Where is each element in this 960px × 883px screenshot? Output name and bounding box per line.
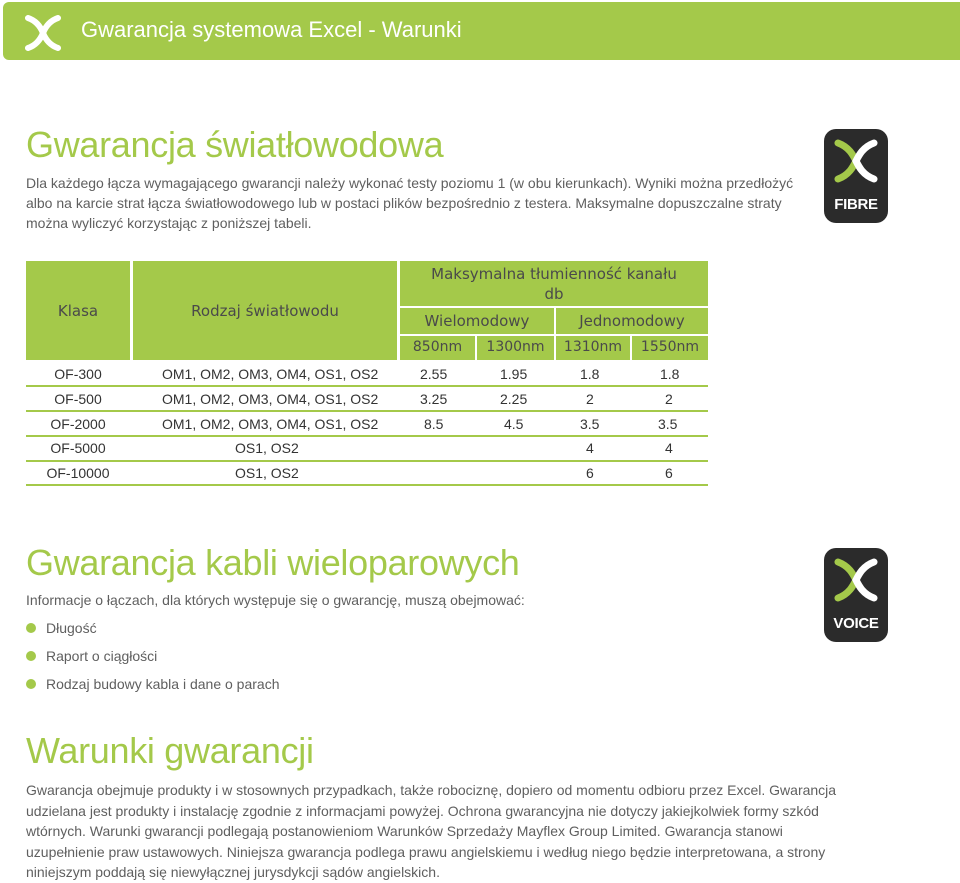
paragraph-line: Gwarancja obejmuje produkty i w stosownych przypadkach, także robociznę, dopiero od momentu odbioru przez Excel. Gwarancja <box>26 782 837 798</box>
cell-1300: 1.95 <box>500 366 528 382</box>
excel-x-badge-icon <box>834 139 878 183</box>
voice-badge <box>824 548 888 642</box>
list-item-label: Raport o ciągłości <box>46 648 158 664</box>
header-title: Gwarancja systemowa Excel - Warunki <box>81 17 462 42</box>
cell-1300: 4.5 <box>504 416 524 432</box>
fibre-section-title: Gwarancja światłowodowa <box>26 124 444 165</box>
cell-klasa: OF-10000 <box>46 465 110 481</box>
paragraph-line: Dla każdego łącza wymagającego gwarancji należy wykonać testy poziomu 1 (w obu kierunkach). Wyniki można przedłożyć <box>26 175 794 191</box>
terms-paragraph <box>26 780 936 883</box>
column-header-rodzaj: Rodzaj światłowodu <box>191 302 339 320</box>
fibre-badge-label: FIBRE <box>834 196 878 213</box>
column-header-max-unit: db <box>544 285 564 303</box>
cell-rodzaj: OM1, OM2, OM3, OM4, OS1, OS2 <box>162 366 379 382</box>
list-item-label: Rodzaj budowy kabla i dane o parach <box>46 676 280 692</box>
cell-1310: 2 <box>586 391 594 407</box>
column-header-1300nm: 1300nm <box>486 339 545 355</box>
paragraph-line: wtórnych. Warunki gwarancji podlegają postanowieniom Warunków Sprzedaży Mayflex Group Limited. Gwarancja stanowi <box>26 823 783 839</box>
cell-1550: 1.8 <box>660 366 680 382</box>
cell-1300: 2.25 <box>500 391 528 407</box>
cell-1550: 2 <box>665 391 673 407</box>
paragraph-line: udzielana jest produkty i instalację zgodnie z informacjami powyżej. Ochrona gwarancyjna nie dotyczy jakiejkolwiek formy szkód <box>26 802 819 819</box>
paragraph-line: uzupełnienie praw ustawowych. Niniejsza gwarancja podlega prawu angielskiemu i według niego będzie interpretowana, a strony <box>26 843 826 860</box>
list-item <box>26 670 280 698</box>
bullet-dot-icon <box>26 623 36 633</box>
voice-badge-label: VOICE <box>833 615 879 632</box>
row-divider <box>26 435 708 437</box>
cell-850: 8.5 <box>424 416 444 432</box>
column-header-klasa: Klasa <box>57 302 99 320</box>
row-divider <box>26 460 708 462</box>
cell-klasa: OF-500 <box>54 391 102 407</box>
bullet-dot-icon <box>26 679 36 689</box>
bullet-dot-icon <box>26 651 36 661</box>
row-divider <box>26 410 708 412</box>
cell-850: 3.25 <box>420 391 448 407</box>
cell-klasa: OF-5000 <box>50 440 106 456</box>
cell-rodzaj: OM1, OM2, OM3, OM4, OS1, OS2 <box>162 416 379 432</box>
cell-1310: 4 <box>586 440 594 456</box>
requirements-list <box>26 614 280 698</box>
column-header-max-title: Maksymalna tłumienność kanału <box>431 265 677 283</box>
cable-section-title: Gwarancja kabli wieloparowych <box>26 542 520 583</box>
list-item-label: Długość <box>46 620 97 636</box>
paragraph-line: można wyliczyć korzystając z poniższej tabeli. <box>26 215 312 231</box>
paragraph-line: albo na karcie strat łącza światłowodowego lub w postaci plików bezpośrednio z testera. Maksymalne dopuszczalne straty <box>26 195 782 211</box>
cell-850: 2.55 <box>420 366 448 382</box>
cell-rodzaj: OS1, OS2 <box>235 465 299 481</box>
list-item <box>26 642 280 670</box>
cell-klasa: OF-300 <box>54 366 102 382</box>
fibre-paragraph <box>26 173 816 233</box>
cell-1550: 6 <box>665 465 673 481</box>
column-header-singlemode: Jednomodowy <box>579 312 685 330</box>
fibre-badge <box>824 129 888 223</box>
row-divider <box>26 484 708 486</box>
cell-klasa: OF-2000 <box>50 416 106 432</box>
cable-intro: Informacje o łączach, dla których występuje się o gwarancję, muszą obejmować: <box>26 592 525 608</box>
list-item <box>26 614 280 642</box>
cell-1310: 6 <box>586 465 594 481</box>
column-header-1310nm: 1310nm <box>563 339 623 355</box>
cell-rodzaj: OM1, OM2, OM3, OM4, OS1, OS2 <box>162 391 379 407</box>
cell-1310: 1.8 <box>580 366 600 382</box>
column-header-multimode: Wielomodowy <box>424 312 530 330</box>
cell-1310: 3.5 <box>580 416 600 432</box>
cell-1550: 4 <box>665 440 673 456</box>
excel-x-badge-icon <box>834 558 878 602</box>
row-divider <box>26 385 708 387</box>
column-header-1550nm: 1550nm <box>640 339 700 355</box>
cell-1550: 3.5 <box>658 416 678 432</box>
header-bar <box>3 2 960 60</box>
cell-rodzaj: OS1, OS2 <box>235 440 299 456</box>
terms-section-title: Warunki gwarancji <box>26 730 314 771</box>
column-header-850nm: 850nm <box>412 339 463 355</box>
paragraph-line: niniejszym poddają się niewyłącznej jurysdykcji sądów angielskich. <box>26 864 440 880</box>
excel-x-logo-icon <box>25 15 61 51</box>
